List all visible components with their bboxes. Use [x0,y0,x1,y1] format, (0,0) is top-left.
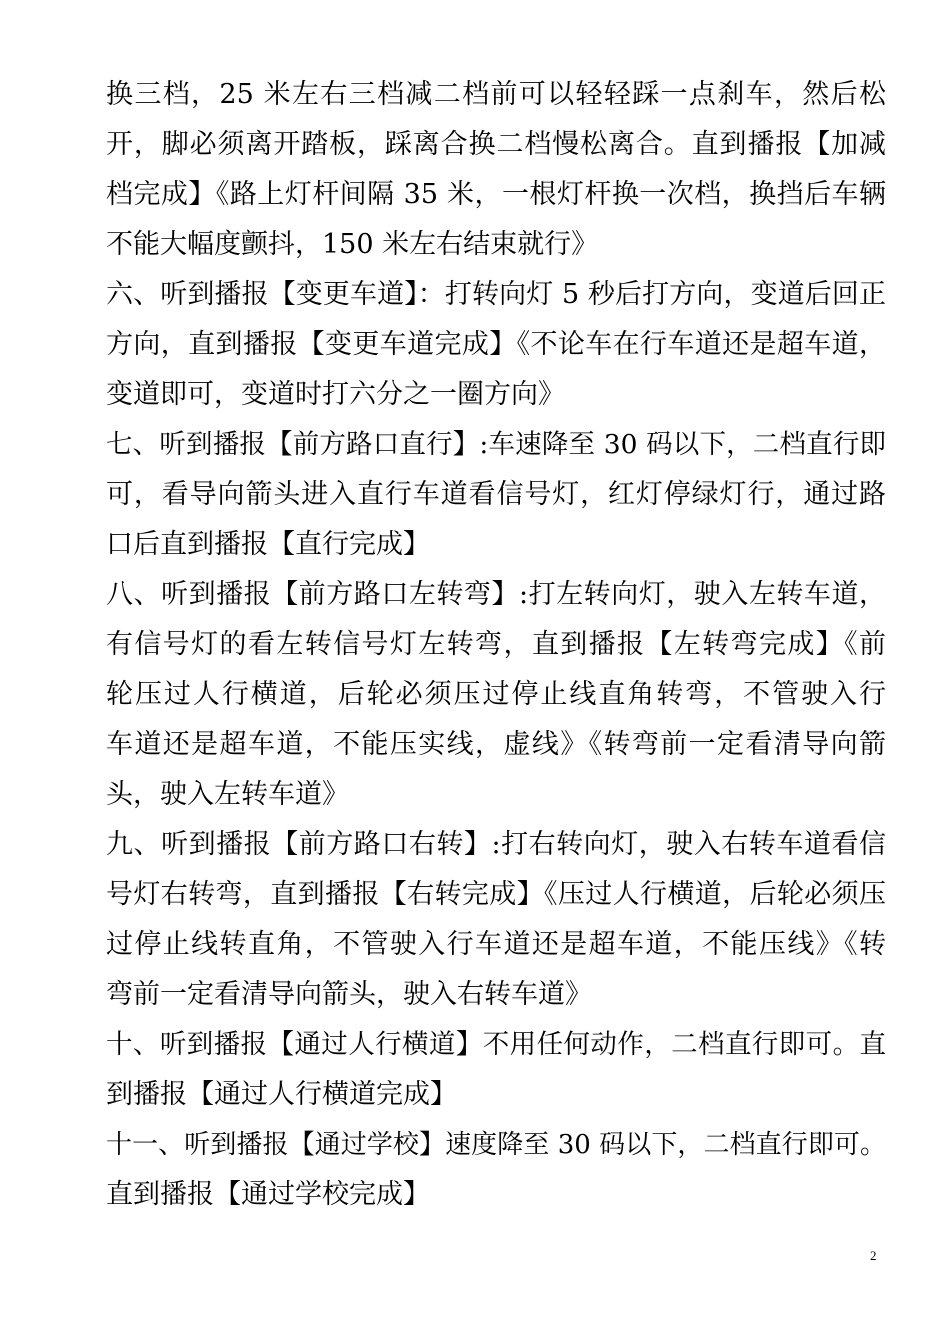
text-line: 开，脚必须离开踏板，踩离合换二档慢松离合。直到播报【加减 [106,129,886,160]
text-line: 换三档，25 米左右三档减二档前可以轻轻踩一点刹车，然后松 [106,79,886,110]
text-line: 直到播报【通过学校完成】 [106,1179,430,1210]
page-number: 2 [870,1248,877,1263]
text-line: 九、听到播报【前方路口右转】:打右转向灯，驶入右转车道看信 [106,829,886,860]
document-body [106,70,886,1220]
text-line: 七、听到播报【前方路口直行】:车速降至 30 码以下，二档直行即 [106,429,886,460]
text-line: 轮压过人行横道，后轮必须压过停止线直角转弯，不管驶入行 [106,679,886,710]
text-line: 变道即可，变道时打六分之一圈方向》 [106,379,565,410]
text-line: 十、听到播报【通过人行横道】不用任何动作，二档直行即可。直 [106,1029,886,1060]
text-line: 方向，直到播报【变更车道完成】《不论车在行车道还是超车道， [106,329,886,360]
text-line: 八、听到播报【前方路口左转弯】:打左转向灯，驶入左转车道， [106,579,886,610]
text-line: 档完成】《路上灯杆间隔 35 米，一根灯杆换一次档，换挡后车辆 [106,179,886,210]
text-line: 号灯右转弯，直到播报【右转完成】《压过人行横道，后轮必须压 [106,879,886,910]
text-line: 六、听到播报【变更车道】：打转向灯 5 秒后打方向，变道后回正 [106,279,886,310]
text-line: 口后直到播报【直行完成】 [106,529,430,560]
text-line: 过停止线转直角，不管驶入行车道还是超车道，不能压线》《转 [106,929,886,960]
text-line: 弯前一定看清导向箭头，驶入右转车道》 [106,979,592,1010]
text-line: 可，看导向箭头进入直行车道看信号灯，红灯停绿灯行，通过路 [106,479,886,510]
text-line: 头，驶入左转车道》 [106,779,349,810]
text-line: 十一、听到播报【通过学校】速度降至 30 码以下，二档直行即可。 [106,1130,886,1160]
text-line: 有信号灯的看左转信号灯左转弯，直到播报【左转弯完成】《前 [106,629,886,660]
text-line: 不能大幅度颤抖，150 米左右结束就行》 [106,229,599,260]
text-line: 车道还是超车道，不能压实线，虚线》《转弯前一定看清导向箭 [106,729,886,760]
text-line: 到播报【通过人行横道完成】 [106,1079,457,1110]
